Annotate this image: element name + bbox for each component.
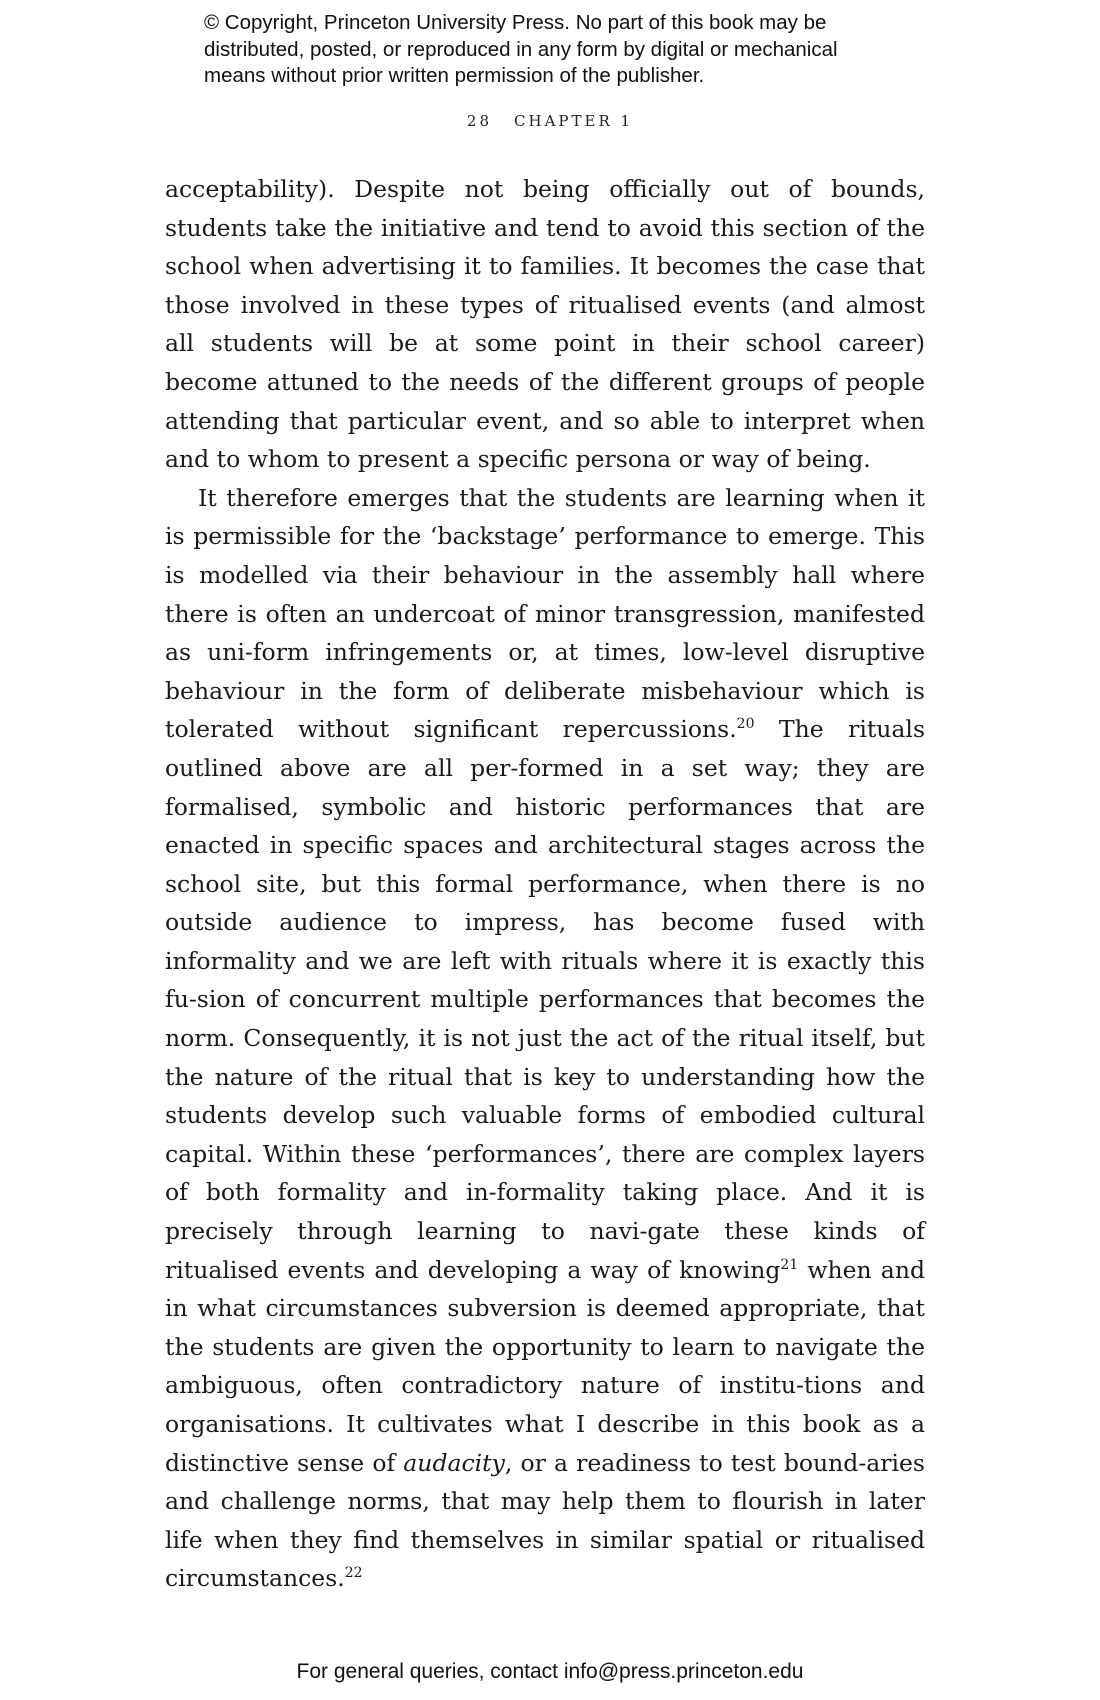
paragraph-text: It therefore emerges that the students are learning when it is permissible for the ‘backstage’ performance to emerge. This is modelled via their behaviour in the assembly hall where there is often an undercoat of minor transgression, manifested as uni-form infringements or, at times, low-level disruptive behaviour in the form of deliberate misbehaviour which is tolerated without significant repercussions. [165,483,925,744]
chapter-label: CHAPTER 1 [514,112,634,130]
page-number: 28 [466,112,493,130]
emphasis-text: audacity [403,1448,505,1477]
footnote-ref: 21 [780,1256,799,1273]
paragraph-text: , or a readiness to test bound-aries and challenge norms, that may help them to flourish in later life when they find themselves in similar spatial or ritualised circumstances. [165,1448,925,1593]
footnote-ref: 20 [736,716,755,733]
footer-contact: For general queries, contact info@press.princeton.edu [296,1660,804,1683]
paragraph-text: The rituals outlined above are all per-formed in a set way; they are formalised, symbolic and historic performances that are enacted in specific spaces and architectural stages across the school site, but this formal performance, when there is no outside audience to impress, has become fused with informality and we are left with rituals where it is exactly this fu-sion of concurrent multiple performances that becomes the norm. Consequently, it is not just the act of the ritual itself, but the nature of the ritual that is key to understanding how the students develop such valuable forms of embodied cultural capital. Within these ‘performances’, there are complex layers of both formality and in-formality taking place. And it is precisely through learning to navi-gate these kinds of ritualised events and developing a way of knowing [165,715,926,1284]
paragraph [165,479,925,1598]
footnote-ref: 22 [344,1565,363,1582]
body-text [165,170,925,1598]
paragraph: acceptability). Despite not being officially out of bounds, students take the initiative and tend to avoid this section of the school when advertising it to families. It becomes the case that those involved in these types of ritualised events (and almost all students will be at some point in their school career) become attuned to the needs of the different groups of people attending that particular event, and so able to interpret when and to whom to present a specific persona or way of being. [165,175,925,474]
copyright-notice [204,10,964,90]
paragraph-text: when and in what circumstances subversion is deemed appropriate, that the students are given the opportunity to learn to navigate the ambiguous, often contradictory nature of institu-tions and organisations. It cultivates what I describe in this book as a distinctive sense of [165,1255,925,1477]
copyright-line: means without prior written permission of the publisher. [204,64,705,87]
copyright-line: distributed, posted, or reproduced in any form by digital or mechanical [204,37,838,61]
running-head [0,112,1100,130]
copyright-line: © Copyright, Princeton University Press. No part of this book may be [204,11,827,34]
